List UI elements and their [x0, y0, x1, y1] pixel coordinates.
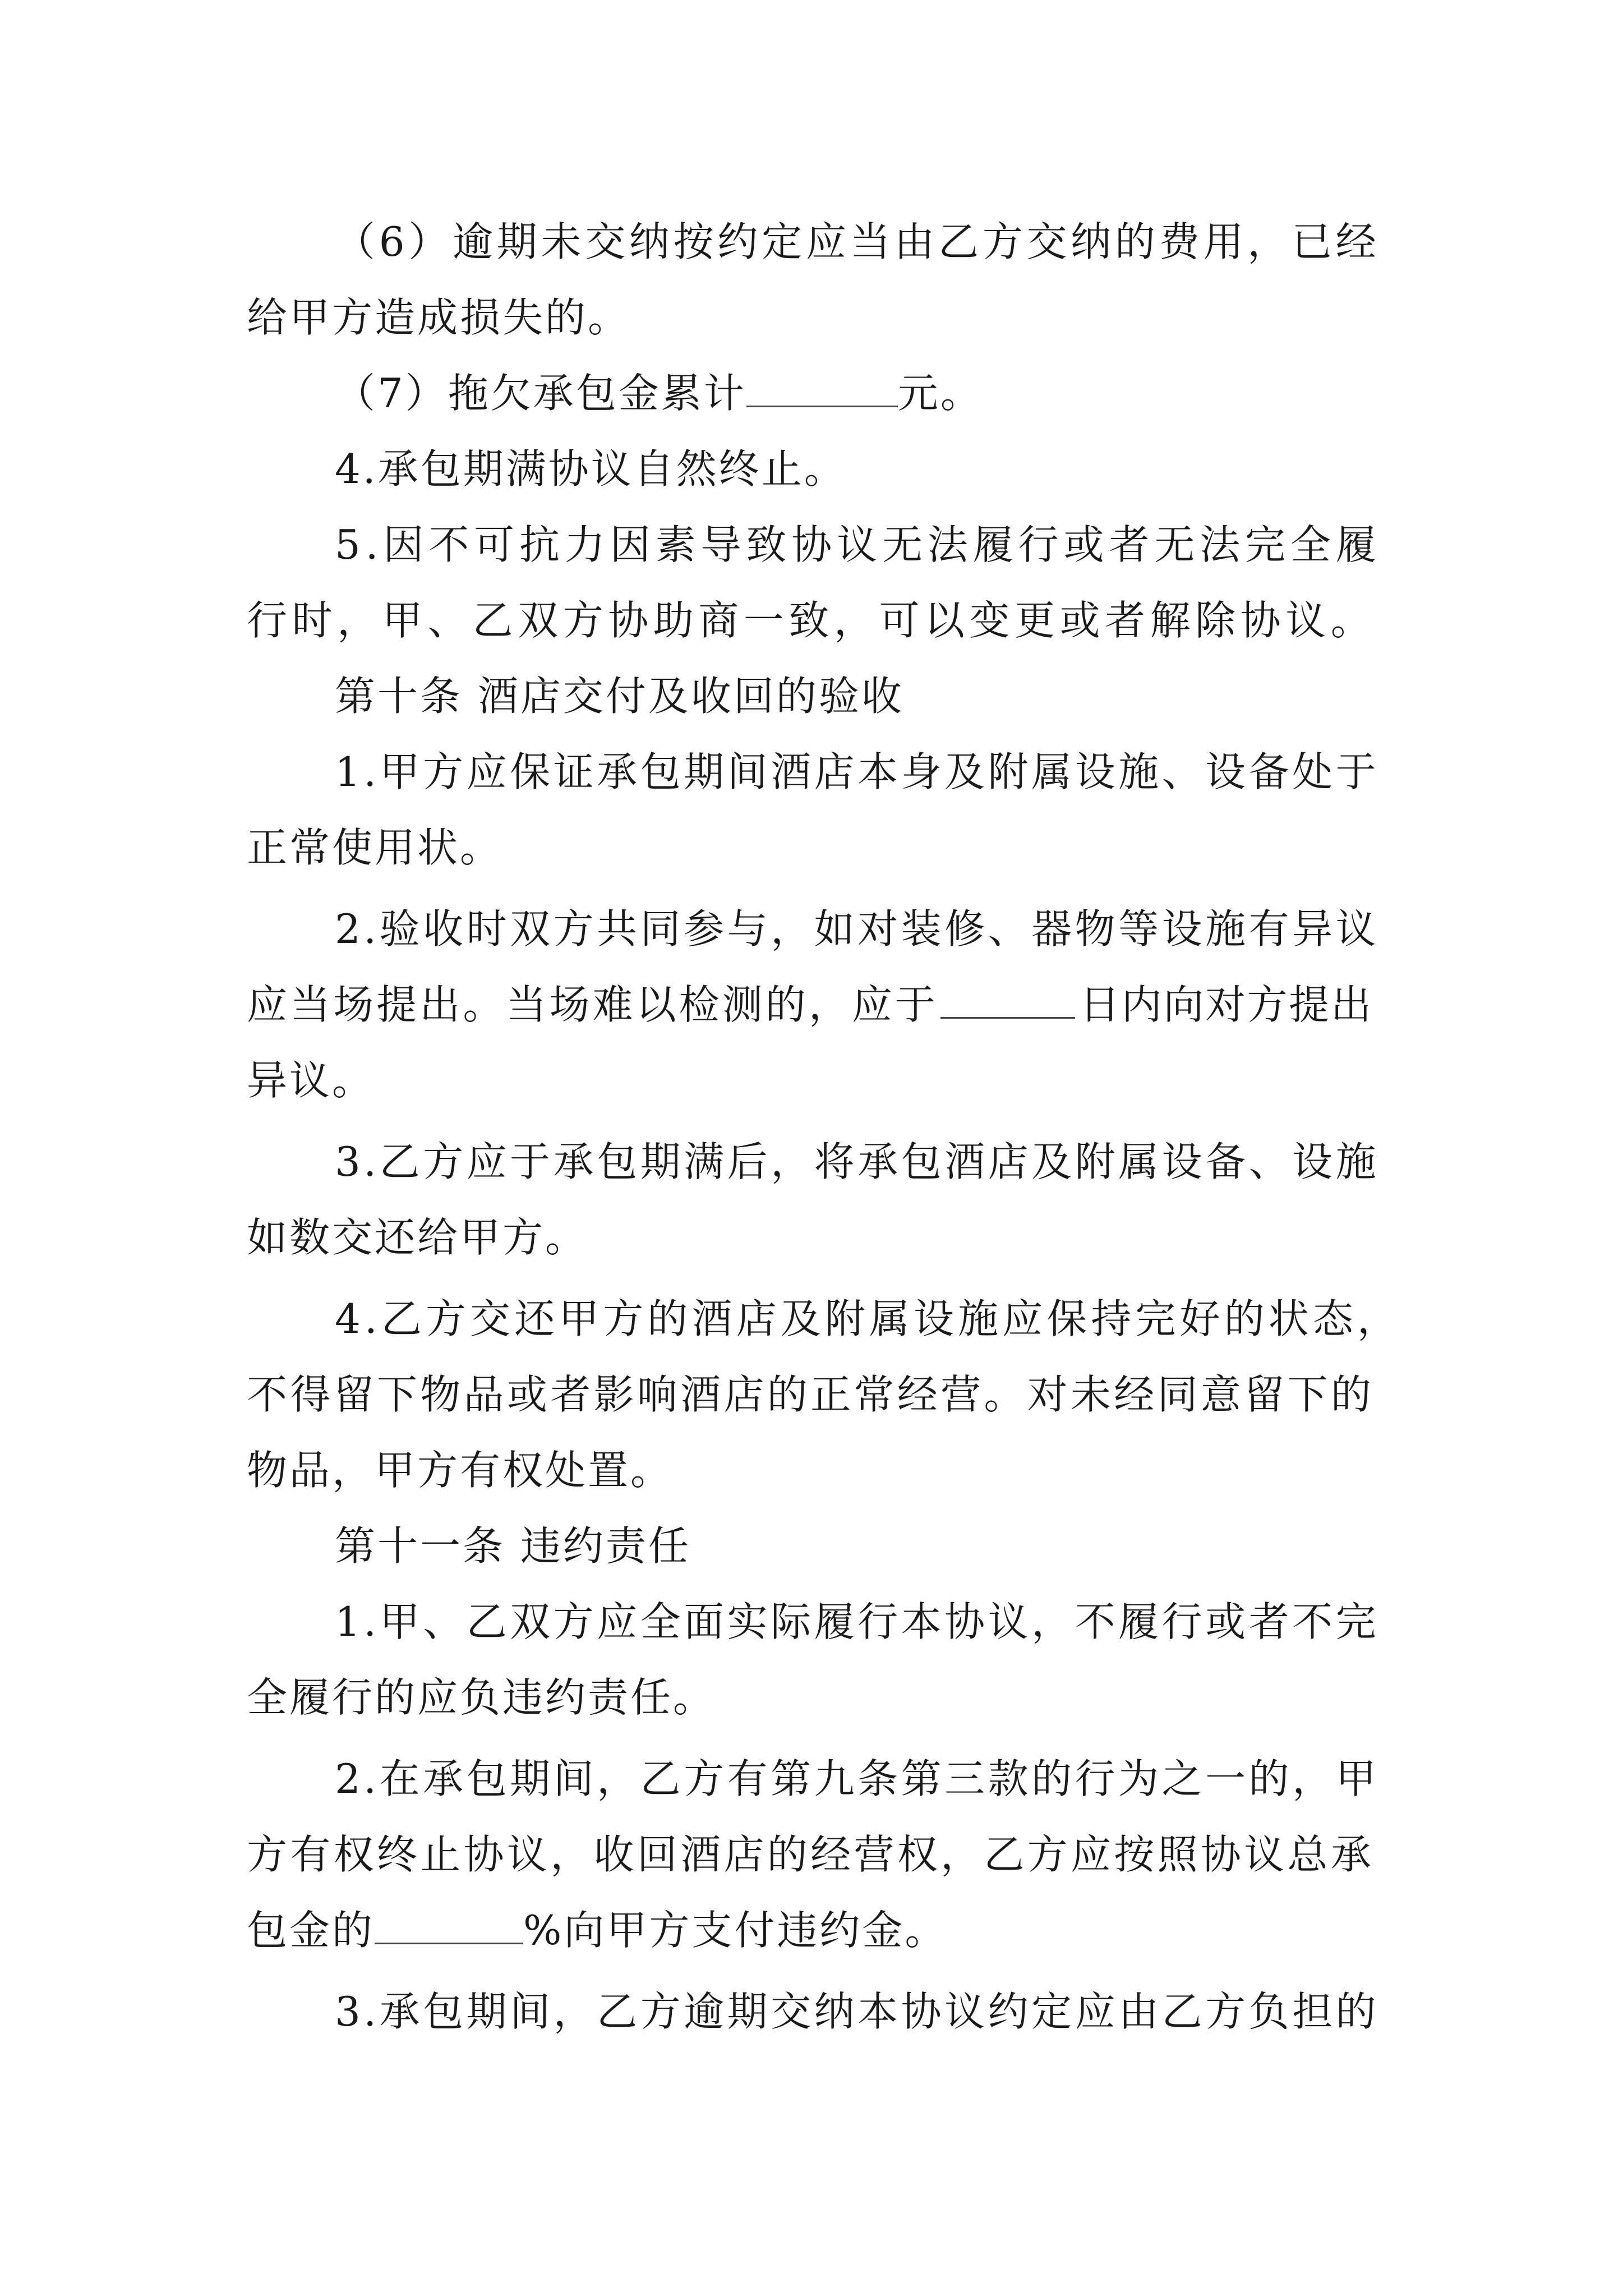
line-text: 应 当 场 提 出 。 当 场 难 以 检 测 的 ， 应 于 — [247, 981, 935, 1028]
paragraph-line: 方 有 权 终 止 协 议 ， 收 回 酒 店 的 经 营 权 ， 乙 方 应 按 照 协 议 总 承 — [247, 1831, 1371, 1878]
paragraph-line: 2 . 在 承 包 期 间 ， 乙 方 有 第 九 条 第 三 款 的 行 为 之 一 的 ， 甲 — [335, 1755, 1376, 1802]
paragraph-line — [335, 370, 983, 417]
paragraph-line: 如数交还给甲方。 — [247, 1214, 588, 1261]
line-text: 日 内 向 对 方 提 出 — [1080, 981, 1371, 1028]
paragraph-line: 正常使用状。 — [247, 824, 503, 871]
blank-field — [375, 1910, 523, 1944]
paragraph-line: 给甲方造成损失的。 — [247, 294, 631, 341]
paragraph-line: 全履行的应负违约责任。 — [247, 1674, 716, 1721]
paragraph-line: 1 . 甲 方 应 保 证 承 包 期 间 酒 店 本 身 及 附 属 设 施 、 设 备 处 于 — [335, 748, 1376, 795]
paragraph-line — [247, 1907, 948, 1954]
paragraph-line — [247, 981, 1371, 1028]
paragraph-line: 5 . 因 不 可 抗 力 因 素 导 致 协 议 无 法 履 行 或 者 无 法 完 全 履 — [335, 521, 1376, 568]
paragraph-line: 2 . 验 收 时 双 方 共 同 参 与 ， 如 对 装 修 、 器 物 等 设 施 有 异 议 — [335, 905, 1376, 953]
paragraph-line: 4 . 乙 方 交 还 甲 方 的 酒 店 及 附 属 设 施 应 保 持 完 好 的 状 态 ， — [335, 1295, 1398, 1342]
blank-field — [746, 373, 898, 407]
paragraph-line: 异议。 — [247, 1057, 375, 1104]
line-text: 包金的 — [247, 1907, 375, 1954]
paragraph-line: 物品，甲方有权处置。 — [247, 1447, 674, 1494]
paragraph-line: 1 . 甲 、 乙 双 方 应 全 面 实 际 履 行 本 协 议 ， 不 履 行 或 者 不 完 — [335, 1598, 1376, 1645]
section-heading: 第十条 酒店交付及收回的验收 — [335, 673, 904, 720]
paragraph-line: 行 时 ， 甲 、 乙 双 方 协 助 商 一 致 ， 可 以 变 更 或 者 解 除 协 议 。 — [247, 597, 1371, 644]
section-heading: 第十一条 违约责任 — [335, 1522, 691, 1570]
line-text: 元。 — [897, 370, 983, 417]
blank-field — [940, 984, 1075, 1019]
line-text: %向甲方支付违约金。 — [523, 1907, 948, 1954]
paragraph-line: 3 . 承 包 期 间 ， 乙 方 逾 期 交 纳 本 协 议 约 定 应 由 乙 方 负 担 的 — [335, 1988, 1376, 2035]
paragraph-line: 3 . 乙 方 应 于 承 包 期 满 后 ， 将 承 包 酒 店 及 附 属 设 备 、 设 施 — [335, 1138, 1376, 1185]
paragraph-line: （ 6 ） 逾 期 未 交 纳 按 约 定 应 当 由 乙 方 交 纳 的 费 用 ， 已 经 — [335, 218, 1376, 265]
paragraph-line: 不 得 留 下 物 品 或 者 影 响 酒 店 的 正 常 经 营 。 对 未 经 同 意 留 下 的 — [247, 1371, 1371, 1418]
paragraph-line: 4.承包期满协议自然终止。 — [335, 445, 847, 493]
line-text: （7）拖欠承包金累计 — [335, 370, 746, 417]
